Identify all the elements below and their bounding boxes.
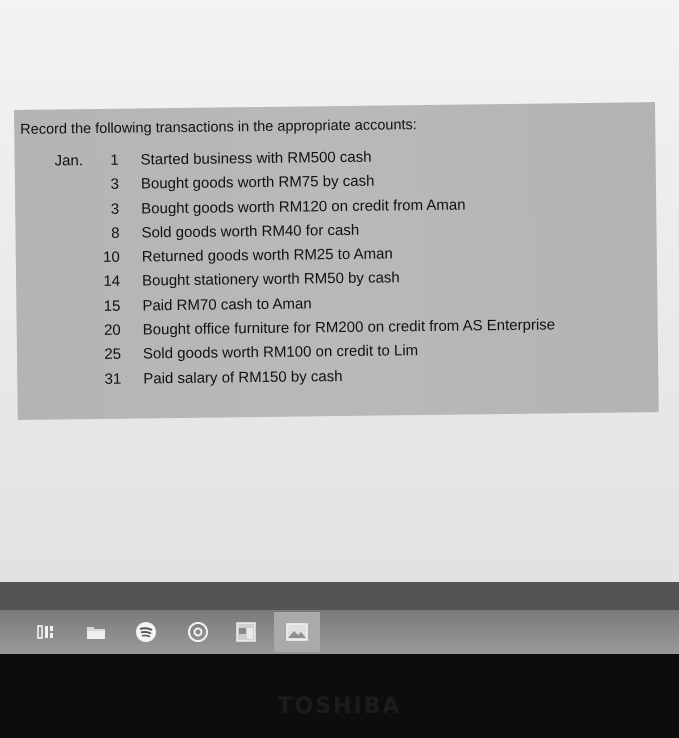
transaction-day: 3 (110, 176, 120, 194)
laptop-bezel (0, 654, 679, 738)
transaction-day: 15 (103, 297, 121, 315)
transaction-description: Paid salary of RM150 by cash (143, 367, 343, 388)
folder-icon[interactable] (84, 620, 108, 644)
transaction-description: Bought office furniture for RM200 on credit from AS Enterprise (142, 316, 556, 339)
transaction-day: 8 (111, 224, 120, 242)
app-window-icon[interactable] (234, 620, 258, 644)
transaction-day: 31 (104, 370, 122, 388)
transaction-day: 1 (110, 151, 119, 169)
photos-icon[interactable] (285, 620, 309, 644)
transaction-description: Paid RM70 cash to Aman (142, 295, 312, 315)
question-panel (14, 102, 659, 420)
transaction-description: Started business with RM500 cash (140, 148, 372, 169)
month-label: Jan. (54, 152, 84, 170)
taskbar (0, 582, 679, 654)
brand-logo: TOSHIBA (277, 694, 402, 719)
transaction-description: Bought goods worth RM75 by cash (140, 172, 375, 193)
spotify-icon[interactable] (134, 620, 158, 644)
transaction-day: 3 (110, 200, 120, 218)
transaction-description: Returned goods worth RM25 to Aman (141, 245, 393, 266)
transaction-description: Sold goods worth RM100 on credit to Lim (142, 342, 419, 363)
instruction-heading: Record the following transactions in the appropriate accounts: (20, 117, 417, 138)
transaction-description: Bought goods worth RM120 on credit from Aman (141, 196, 466, 218)
transaction-description: Bought stationery worth RM50 by cash (142, 269, 400, 290)
transaction-day: 10 (103, 248, 120, 267)
transaction-day: 25 (104, 346, 122, 364)
transaction-description: Sold goods worth RM40 for cash (141, 221, 360, 242)
media-player-icon[interactable] (186, 620, 210, 644)
transaction-list (15, 145, 658, 396)
transaction-day: 20 (103, 321, 121, 339)
transaction-day: 14 (103, 273, 121, 291)
taskbar-top-strip (0, 582, 679, 610)
task-view-icon[interactable] (34, 620, 58, 644)
